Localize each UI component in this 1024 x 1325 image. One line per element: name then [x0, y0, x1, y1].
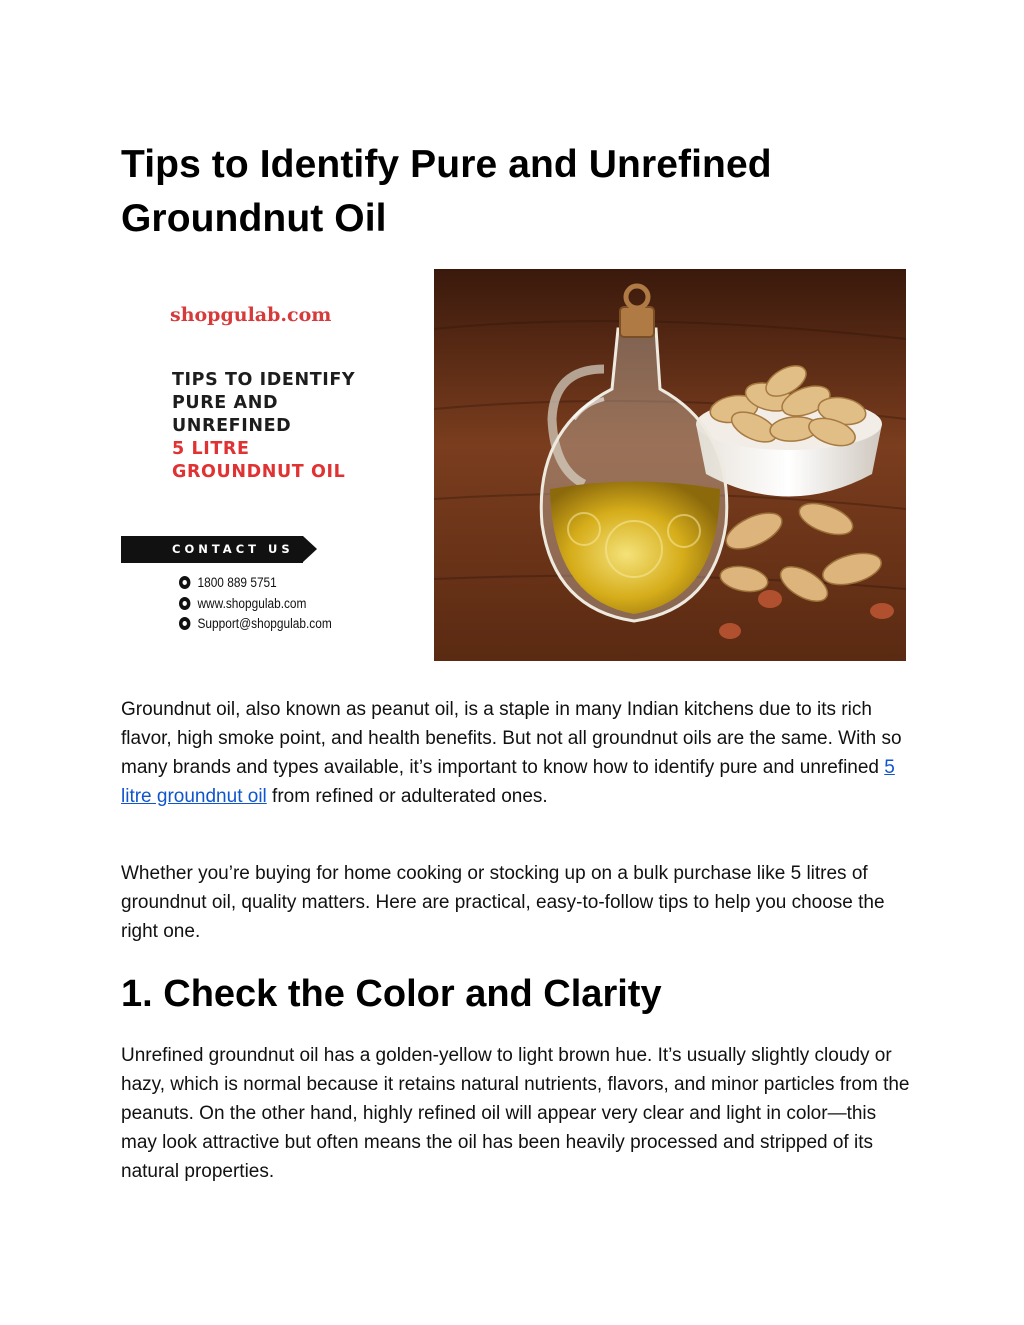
contact-website [179, 594, 306, 612]
phone-icon [179, 576, 190, 589]
banner-headline-line: TIPS TO IDENTIFY [172, 370, 356, 390]
contact-email [179, 614, 332, 632]
contact-email-text: Support@shopgulab.com [197, 615, 332, 631]
article-banner-image [121, 269, 906, 661]
banner-headline-line: UNREFINED [172, 416, 292, 436]
intro-text-after-link: from refined or adulterated ones. [266, 786, 548, 807]
banner-text-panel [121, 269, 433, 661]
contact-phone-text: 1800 889 5751 [197, 574, 277, 590]
oil-jug-peanuts-illustration [434, 269, 906, 661]
groundnut-oil-link[interactable]: 5 litre groundnut oil [121, 757, 895, 807]
banner-headline-red-line: 5 LITRE [172, 439, 250, 459]
banner-headline-line: PURE AND [172, 393, 279, 413]
mail-icon [179, 617, 190, 630]
contact-phone [179, 573, 277, 591]
globe-icon [179, 597, 190, 610]
brand-logo-text: shopgulab.com [170, 304, 332, 326]
section-paragraph: Unrefined groundnut oil has a golden-yellow to light brown hue. It’s usually slightly cloudy or hazy, which is normal because it retains natural nutrients, flavors, and minor particles from the peanuts. On the other hand, highly refined oil will appear very clear and light in color—this may look attractive but often means the oil has been heavily processed and stripped of its natural properties. [121, 1045, 910, 1182]
banner-headline [172, 369, 432, 484]
contact-bar-arrow [303, 536, 317, 562]
contact-website-text: www.shopgulab.com [197, 595, 307, 611]
section-heading: 1. Check the Color and Clarity [121, 973, 662, 1015]
intro-paragraph [121, 695, 911, 811]
contact-label: CONTACT US [172, 542, 294, 556]
intro-text-before-link: Groundnut oil, also known as peanut oil, is a staple in many Indian kitchens due to its rich flavor, high smoke point, and health benefits. But not all groundnut oils are the same. With so many brands and types available, it’s important to know how to identify pure and unrefined [121, 699, 902, 778]
second-paragraph: Whether you’re buying for home cooking or stocking up on a bulk purchase like 5 litres of groundnut oil, quality matters. Here are practical, easy-to-follow tips to help you choose the right one. [121, 863, 885, 942]
banner-headline-red-line: GROUNDNUT OIL [172, 462, 346, 482]
oil-jug-peanuts-photo [434, 269, 906, 661]
page-title: Tips to Identify Pure and Unrefined Groundnut Oil [121, 143, 772, 240]
